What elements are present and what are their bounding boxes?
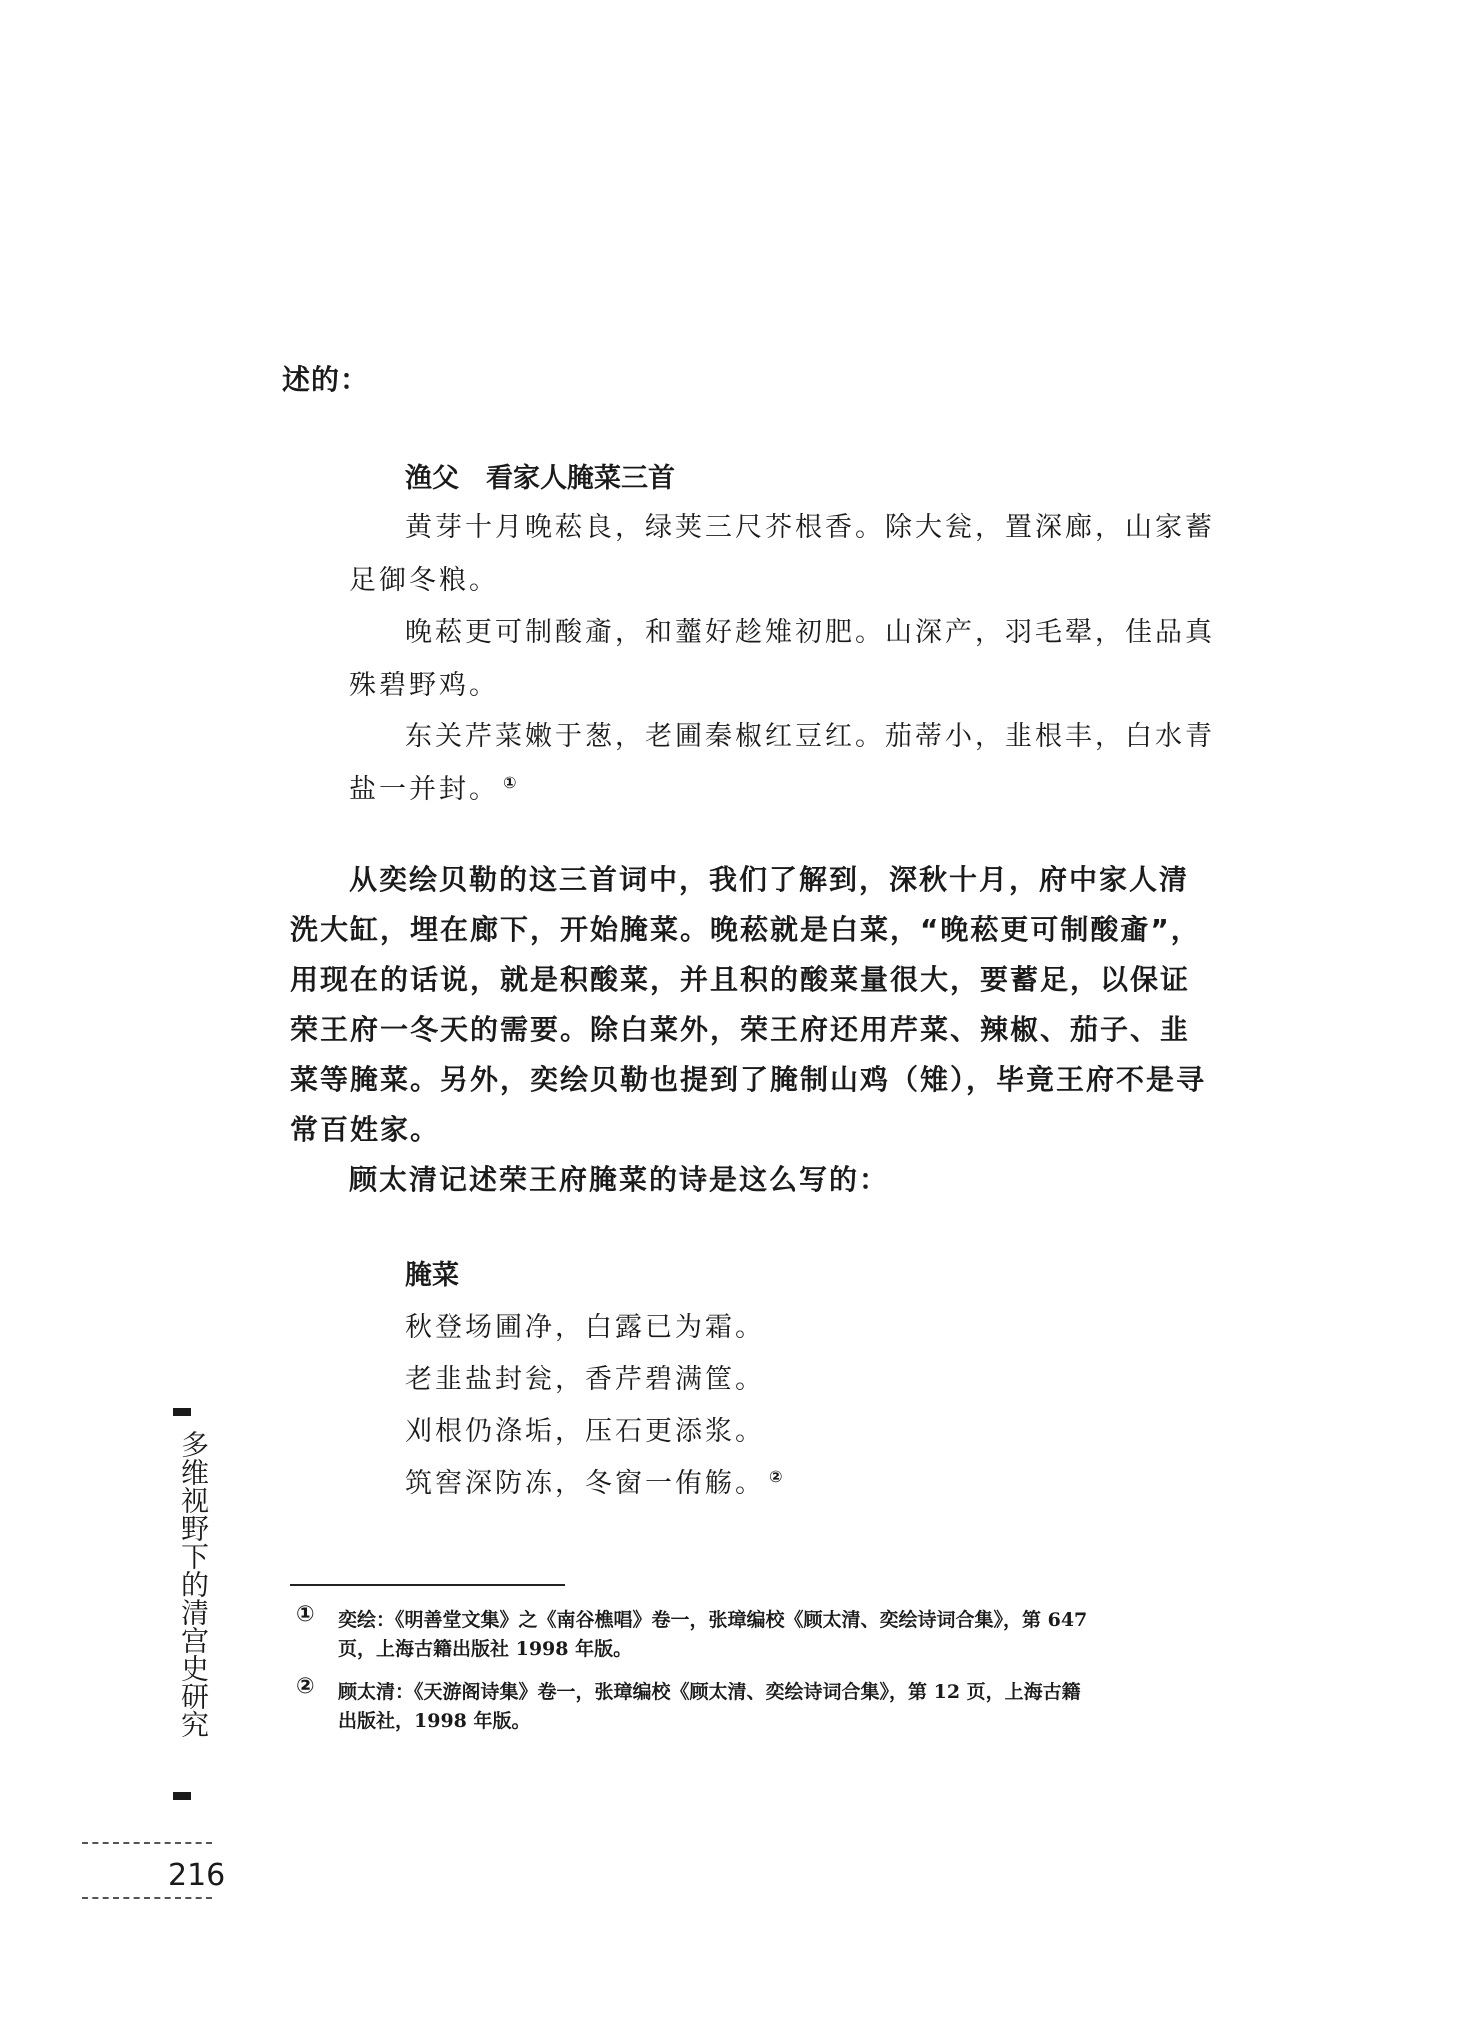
footnote-ref[interactable]: ② [769,1467,786,1486]
footnote-mark: ① [296,1602,315,1627]
intro-text: 述的： [282,363,370,396]
poem-line: 足御冬粮。 [349,565,499,596]
poem-line-text: 盐一并封。 [349,774,499,805]
sidebar-bracket-top [173,1408,191,1416]
paragraph-line: 洗大缸，埋在廊下，开始腌菜。晚菘就是白菜，“晚菘更可制酸齑”， [290,913,1201,946]
sidebar-book-title: 多维视野下的清宫史研究 [177,1430,210,1738]
poem-line [349,767,520,806]
poem-line: 秋登场圃净，白露已为霜。 [405,1312,765,1343]
poem-line-text: 筑窖深防冻，冬窗一侑觞。 [405,1468,765,1499]
footnote-text: 出版社，1998 年版。 [338,1710,531,1732]
footnote-text: 奕绘：《明善堂文集》之《南谷樵唱》卷一，张璋编校《顾太清、奕绘诗词合集》，第 647 [338,1609,1088,1631]
footnote-text: 页，上海古籍出版社 1998 年版。 [338,1638,633,1660]
poem-line: 东关芹菜嫩于葱，老圃秦椒红豆红。茄蒂小，韭根丰，白水青 [405,721,1215,752]
poem-line [405,1461,786,1500]
page-number-rule-bottom [82,1897,212,1899]
footnote-text: 顾太清：《天游阁诗集》卷一，张璋编校《顾太清、奕绘诗词合集》，第 12 页，上海古籍 [338,1681,1081,1703]
footnote-separator [290,1584,565,1586]
poem-line: 晚菘更可制酸齑，和虀好趁雉初肥。山深产，羽毛翚，佳品真 [405,617,1215,648]
paragraph-line: 菜等腌菜。另外，奕绘贝勒也提到了腌制山鸡（雉），毕竟王府不是寻 [290,1063,1207,1096]
poem-line: 黄芽十月晚菘良，绿荚三尺芥根香。除大瓮，置深廊，山家蓄 [405,512,1215,543]
poem-line: 老韭盐封瓮，香芹碧满筐。 [405,1364,765,1395]
poem-line: 殊碧野鸡。 [349,670,499,701]
sidebar-bracket-bottom [173,1792,191,1800]
page-number: 216 [168,1858,226,1893]
footnote-mark: ② [296,1674,315,1699]
paragraph-line: 顾太清记述荣王府腌菜的诗是这么写的： [349,1163,890,1196]
poem-title: 腌菜 [405,1260,459,1291]
paragraph-line: 用现在的话说，就是积酸菜，并且积的酸菜量很大，要蓄足，以保证 [290,963,1191,996]
poem-line: 刈根仍涤垢，压石更添浆。 [405,1416,765,1447]
page-number-rule-top [82,1842,212,1844]
paragraph-line: 从奕绘贝勒的这三首词中，我们了解到，深秋十月，府中家人清 [349,863,1190,896]
paragraph-line: 常百姓家。 [290,1113,441,1146]
poem-title: 渔父 看家人腌菜三首 [405,463,675,494]
paragraph-line: 荣王府一冬天的需要。除白菜外，荣王府还用芹菜、辣椒、茄子、韭 [290,1013,1191,1046]
footnote-ref[interactable]: ① [503,773,520,792]
